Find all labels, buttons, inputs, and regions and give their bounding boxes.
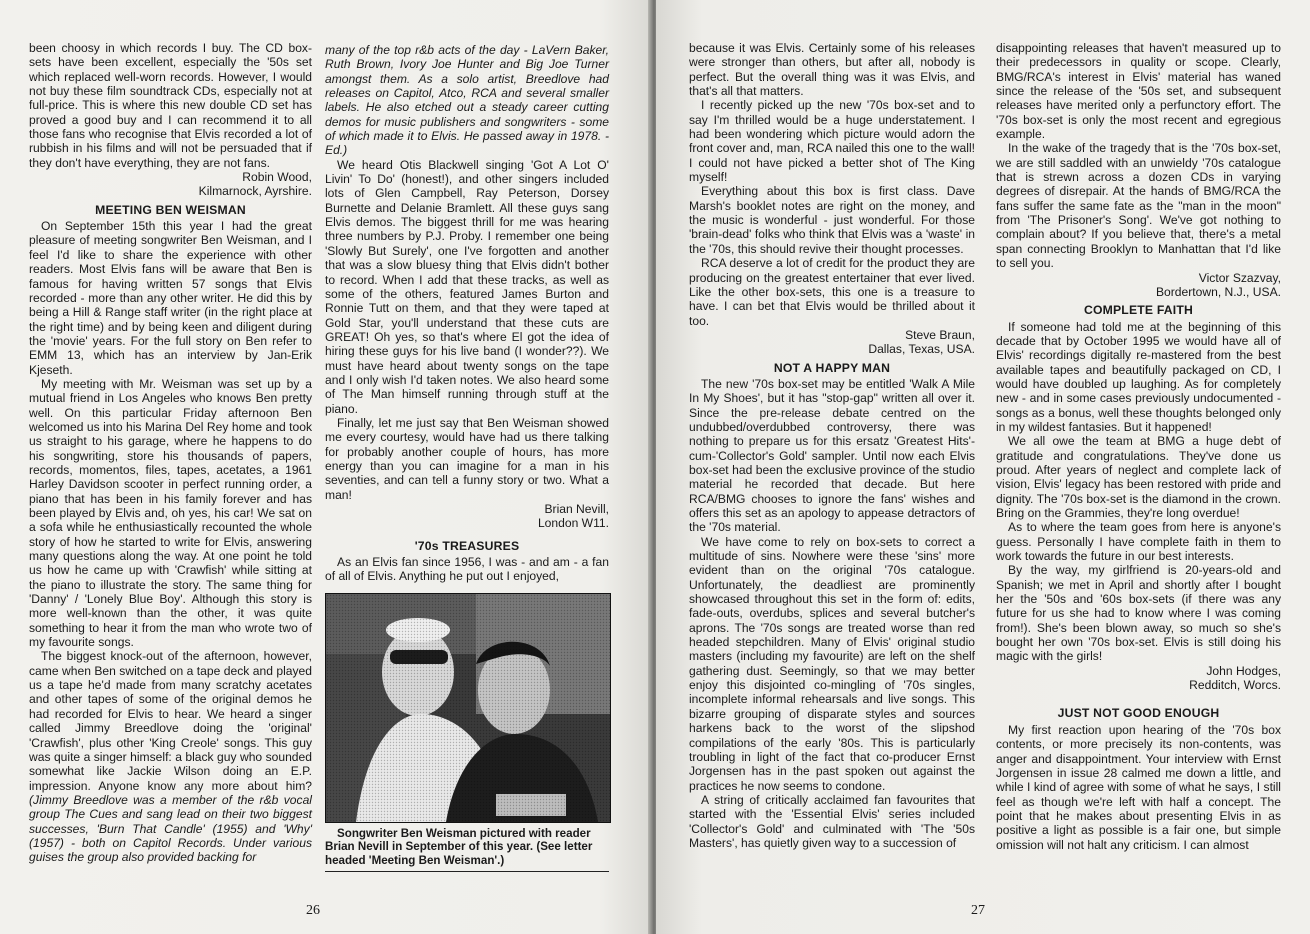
signature-place: London W11. [537,516,609,531]
signature-name: Steve Braun, [905,327,975,342]
letter-paragraph: If someone had told me at the beginning of this decade that by October 1995 we would have all of Elvis' recordings digitally re-mastered from the best available tapes and beautifully packaged on CD, I would have doubled up laughing. As for completely new - and in some cases previously undocumented - songs as a bonus, well these thoughts belonged only in my wildest fantasies. But it happened! [996,319,1281,434]
letter-paragraph: My meeting with Mr. Weisman was set up by a mutual friend in Los Angeles who knows Ben pretty well. On this particular Friday afternoon Ben welcomed us into his Marina Del Rey home and took us straight to his garage, where he happens to do his songwriting, store his thousands of papers, records, momentos, files, tapes, acetates, a 1961 Harley Davidson scooter in perfect running order, a piano that has been in his family forever and has been played by Elvis and, oh yes, his car! We sat on a sofa while he enthusiastically recounted the whole story of how he started to write for Elvis, answering many questions along the way. At one point he told us how he came up with 'Crawfish' while sitting at the piano to illustrate the story. The same thing for 'Danny' / 'Lonely Blue Boy'. Although this story is more well-known than the other, it was quite something to hear it from the man who wrote two of my favourite songs. [29,376,312,650]
signature-name: Victor Szazvay, [1198,270,1281,285]
editor-note: many of the top r&b acts of the day - LaVern Baker, Ruth Brown, Ivory Joe Hunter and Big Joe Turner amongst them. As a solo artist, Breedlove had releases on Capitol, Atco, RCA and several smaller labels. He also etched out a steady career cutting demos for music publishers and songwriters - some of which made it to Elvis. He passed away in 1978. - Ed.) [325,43,609,158]
signature-place: Dallas, Texas, USA. [868,342,975,357]
letter-paragraph [29,649,312,864]
photo-image [326,594,610,822]
letter-paragraph: We heard Otis Blackwell singing 'Got A Lot O' Livin' To Do' (honest!), and other singers included lots of Glen Campbell, Ray Peterson, Dorsey Burnette and Delanie Bramlett. All these guys sang Elvis demos. The biggest thrill for me was hearing three numbers by P.J. Proby. I remember one being 'Slowly But Surely', one I've forgotten and another that was a slow bluesy thing that Elvis didn't bother to record. When I add that these tracks, as well as some of the others, featured James Burton and Ronnie Tutt on them, and that they were taped at Gold Star, you'll understand that these cuts are GREAT! Oh yes, so that's where El got the idea of hiring these guys for his live band (I wonder??). We must have heard about twenty songs on the tape and I only wish I'd taken notes. We also heard some of The Man himself running through stuff at the piano. [325,157,609,416]
letter-paragraph: because it was Elvis. Certainly some of his releases were stronger than others, but after all, nobody is perfect. But the overall thing was it was Elvis, and that's all that matters. [689,41,975,99]
right-page [656,0,1310,934]
letter-paragraph: disappointing releases that haven't measured up to their predecessors in quality or scope. Clearly, BMG/RCA's interest in Elvis' material has waned since the release of the '50s set, and subsequent releases have merited only a perfunctory effort. The '70s box-set is only the most recent and egregious example. [996,41,1281,142]
letter-heading: COMPLETE FAITH [1083,303,1194,318]
right-column-a [689,41,975,850]
left-page [0,0,652,934]
letter-paragraph: Finally, let me just say that Ben Weisman showed me every courtesy, would have had us there talking for probably another couple of hours, has more energy than you can imagine for a man in his seventies, and can tell a funny story or two. What a man! [325,415,609,502]
letter-paragraph: We have come to rely on box-sets to correct a multitude of sins. Nowhere were these 'sins' more evident than on the original '70s catalogue. Unfortunately, the deadliest are prominently showcased throughout this set in the form of: edits, fade-outs, overdubs, splices and several butcher's aprons. The '70s songs are treated worse than red headed stepchildren. Many of Elvis' original studio masters (including my favourite) are left on the shelf gathering dust. Seemingly, so that we may better enjoy this disjointed co-mingling of '70s singles, incomplete informal rehearsals and live songs. This bizarre grouping of disparate styles and sources harkens back to the worst of the slipshod compilations of the early '80s. This is particularly troubling in light of the fact that co-producer Ernst Jorgensen has in the past spoken out against the practices he now seems to condone. [689,534,975,793]
left-column-a [29,41,312,865]
signature-name: Brian Nevill, [544,502,609,516]
letter-paragraph: Everything about this box is first class. Dave Marsh's booklet notes are right on the money, and the music is wonderful - just wonderful. For those 'brain-dead' folks who think that Elvis was a 'waste' in the '70s, this should revive their thought processes. [689,184,975,256]
right-column-b [996,41,1281,852]
page-number: 27 [971,903,985,918]
left-column-b [325,43,609,872]
signature-name: John Hodges, [1206,663,1281,678]
letter-paragraph: A string of critically acclaimed fan favourites that started with the 'Essential Elvis' series included 'Collector's Gold' and culminated with 'The '50s Masters', has quietly given way to a succession of [689,792,975,850]
signature-place: Kilmarnock, Ayrshire. [198,184,312,199]
signature-place: Bordertown, N.J., USA. [1155,284,1281,299]
editor-note: (Jimmy Breedlove was a member of the r&b vocal group The Cues and sang lead on their two biggest successes, 'Burn That Candle' (1955) and 'Why' (1957) - both on Capitol Records. Under various guises the group also provided backing for [29,792,312,865]
page-number: 26 [306,903,320,918]
letter-heading: '70s TREASURES [414,538,520,553]
letter-paragraph: In the wake of the tragedy that is the '70s box-set, we are still saddled with an unwieldy '70s catalogue that is strewn across a dozen CDs in varying degrees of disrepair. At the hands of BMG/RCA the fans suffer the same fate as the "man in the moon" from 'The Prisoner's Song'. We've got nothing to complain about? If you believe that, there's a metal span connecting Brooklyn to Manhattan that I'd like to sell you. [996,141,1281,271]
letter-heading: JUST NOT GOOD ENOUGH [1057,706,1220,721]
letter-paragraph: The new '70s box-set may be entitled 'Walk A Mile In My Shoes', but it has "stop-gap" written all over it. Since the pre-release debate centred on the undubbed/overdubbed controversy, there was nothing to prepare us for this ersatz 'Greatest Hits'-cum-'Collector's Gold' sampler. Until now each Elvis box-set had been the exclusive province of the studio material he recorded that decade. But here RCA/BMG chooses to ignore the fans' wishes and offers this set as an apology to appease detractors of the '70s material. [689,376,975,535]
letter-paragraph: RCA deserve a lot of credit for the product they are producing on the greatest entertainer that ever lived. Like the other box-sets, this one is a treasure to have. I can bet that Elvis would be thrilled about it too. [689,256,975,328]
letter-paragraph: been choosy in which records I buy. The CD box-sets have been excellent, especially the '50s set which replaced well-worn records. However, I would not buy these film soundtrack CDs, especially not at full-price. This is where this new double CD set has proved a good buy and I can recommend it to all those fans who recognise that Elvis recorded a lot of rubbish in his films and will not be persuaded that if they don't have everything, they are not fans. [29,41,312,170]
paragraph-text: The biggest knock-out of the afternoon, however, came when Ben switched on a tape deck and played us a tape he'd made from many scratchy acetates and other tapes of some of the original demos he had recorded for Elvis to hear. We heard a singer called Jimmy Breedlove doing the 'original' 'Crawfish', plus other 'King Creole' songs. This guy was quite a singer himself: a black guy who sounded somewhat like Jackie Wilson doing an E.P. impression. Anyone know any more about him? [29,649,312,793]
letter-heading: MEETING BEN WEISMAN [95,202,246,217]
letter-heading: NOT A HAPPY MAN [773,360,891,375]
signature-place: Redditch, Worcs. [1189,678,1281,693]
letter-paragraph: My first reaction upon hearing of the '70s box contents, or more precisely its non-contents, was anger and disappointment. Your interview with Ernst Jorgensen in issue 28 calmed me down a little, and while I kind of agree with some of what he says, I still feel as though we're left with half a concept. The point that he makes about presenting Elvis in as positive a light as possible is a fair one, but simple omission will not halt any criticism. I can almost [996,722,1281,852]
letter-paragraph: On September 15th this year I had the great pleasure of meeting songwriter Ben Weisman, and I feel I'd like to share the experience with other readers. Most Elvis fans will be aware that Ben is famous for having written 57 songs that Elvis recorded - more than any other writer. He did this by being a Hill & Range staff writer (in the right place at the right time) and by being keen and diligent during the 'movie' years. For the full story on Ben refer to EMM 13, which has an interview by Jan-Erik Kjeseth. [29,219,312,377]
photo-caption: Songwriter Ben Weisman pictured with reader Brian Nevill in September of this year. (See letter headed 'Meeting Ben Weisman'.) [325,827,609,872]
signature-name: Robin Wood, [242,170,312,185]
letter-paragraph: As an Elvis fan since 1956, I was - and am - a fan of all of Elvis. Anything he put out I enjoyed, [325,555,609,584]
photo-ben-weisman [325,593,611,823]
letter-paragraph: As to where the team goes from here is anyone's guess. Personally I have complete faith in them to work towards the future in our best interests. [996,520,1281,564]
letter-paragraph: We all owe the team at BMG a huge debt of gratitude and congratulations. They've done us proud. After years of neglect and complete lack of vision, Elvis' legacy has been restored with pride and dignity. The '70s box-set is the diamond in the crown. Bring on the Grammies, they're long overdue! [996,434,1281,520]
letter-paragraph: I recently picked up the new '70s box-set and to say I'm thrilled would be a huge understatement. I had been wondering which picture would adorn the front cover and, man, RCA nailed this one to the wall! I could not have picked a better shot of The King myself! [689,98,975,185]
letter-paragraph: By the way, my girlfriend is 20-years-old and Spanish; we met in April and shortly after I bought her the '50s and '60s box-sets (if there was any future for us she had to know where I was coming from!). She's been blown away, so much so she's bought her own '70s box-set. Elvis is still doing his magic with the girls! [996,563,1281,664]
